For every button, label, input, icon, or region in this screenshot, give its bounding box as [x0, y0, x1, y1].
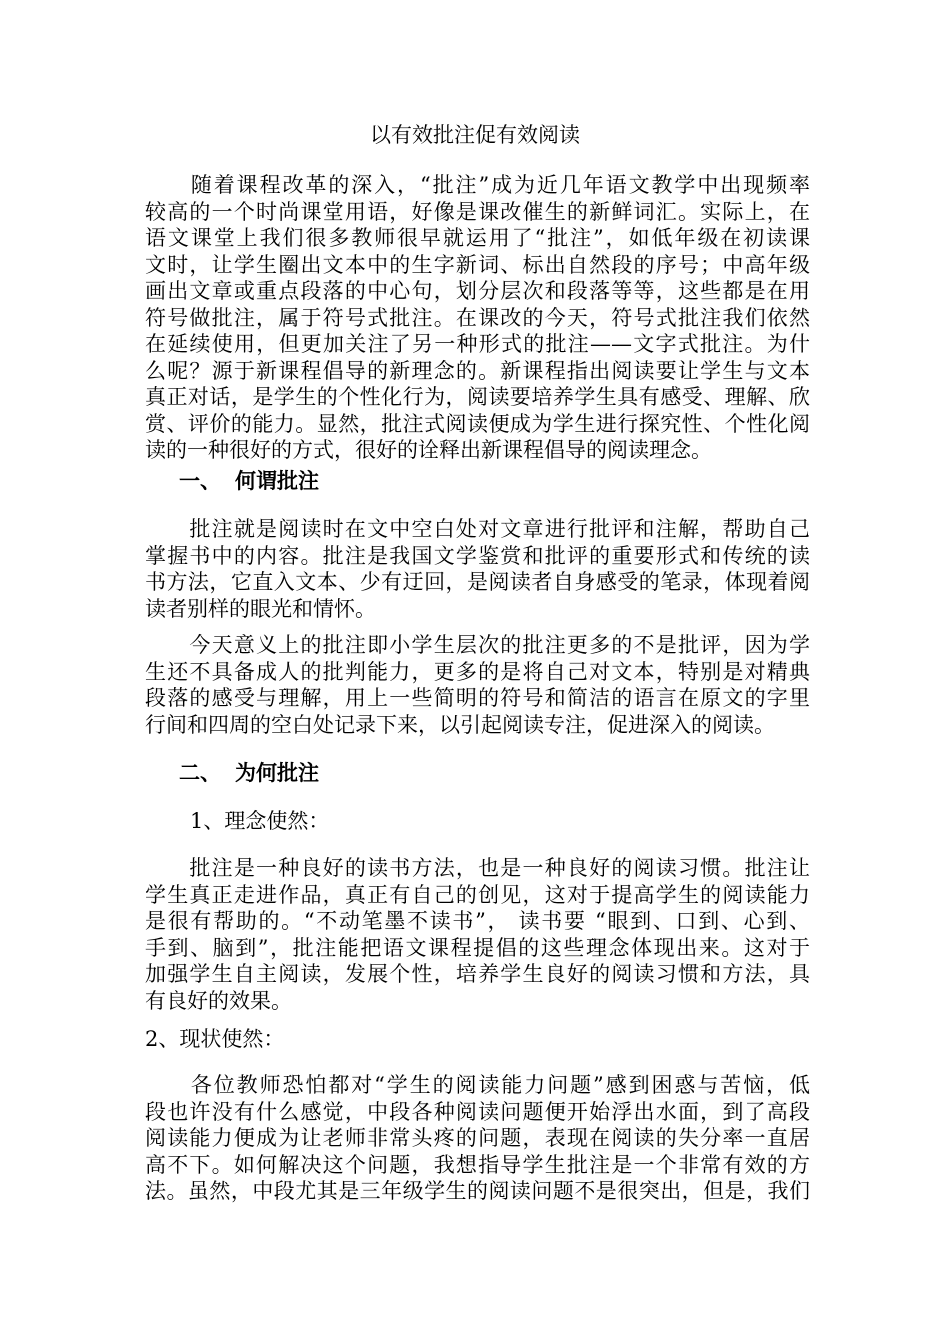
paragraph-line: 符号做批注，属于符号式批注。在课改的今天，符号式批注我们依然	[145, 305, 810, 330]
paragraph-line: 较高的一个时尚课堂用语，好像是课改催生的新鲜词汇。实际上，在	[145, 199, 810, 224]
paragraph-line: 书方法，它直入文本、少有迂回，是阅读者自身感受的笔录，体现着阅	[145, 570, 810, 594]
paragraph-line: 阅读能力便成为让老师非常头疼的问题，表现在阅读的失分率一直居	[145, 1126, 810, 1150]
paragraph-line: 段落的感受与理解，用上一些简明的符号和简洁的语言在原文的字里	[145, 686, 810, 710]
section-number: 二、	[179, 760, 221, 785]
paragraph-line: 加强学生自主阅读，发展个性，培养学生良好的阅读习惯和方法，具	[145, 962, 810, 986]
paragraph-line: 真正对话，是学生的个性化行为，阅读要培养学生具有感受、理解、欣	[145, 385, 810, 409]
paragraph-line: 语文课堂上我们很多教师很早就运用了“批注”，如低年级在初读课	[145, 226, 810, 250]
paragraph-line: 读者别样的眼光和情怀。	[145, 596, 376, 621]
paragraph-line: 么呢？源于新课程倡导的新理念的。新课程指出阅读要让学生与文本	[145, 358, 810, 383]
paragraph-intro	[145, 172, 810, 464]
paragraph-line: 生还不具备成人的批判能力，更多的是将自己对文本，特别是对精典	[145, 659, 810, 684]
paragraph-2a	[145, 855, 810, 1014]
paragraph-line: 文时，让学生圈出文本中的生字新词、标出自然段的序号；中高年级	[145, 252, 810, 277]
section-title: 何谓批注	[235, 468, 319, 493]
paragraph-1b	[145, 632, 810, 738]
paragraph-1a	[145, 516, 810, 622]
section-number: 一、	[179, 468, 221, 493]
paragraph-line: 段也许没有什么感觉，中段各种阅读问题便开始浮出水面，到了高段	[145, 1099, 810, 1124]
paragraph-line: 在延续使用，但更加关注了另一种形式的批注——文字式批注。为什	[145, 332, 810, 356]
paragraph-line: 学生真正走进作品，真正有自己的创见，这对于提高学生的阅读能力	[145, 882, 810, 907]
paragraph-2b	[145, 1072, 810, 1205]
paragraph-line: 法。虽然，中段尤其是三年级学生的阅读问题不是很突出，但是，我们	[145, 1179, 810, 1203]
paragraph-line: 行间和四周的空白处记录下来，以引起阅读专注，促进深入的阅读。	[145, 712, 775, 737]
paragraph-line: 手到、脑到”，批注能把语文课程提倡的这些理念体现出来。这对于	[145, 935, 810, 960]
section-heading-2	[179, 760, 319, 786]
paragraph-line: 批注就是阅读时在文中空白处对文章进行批评和注解，帮助自己	[145, 517, 810, 541]
subheading-2: 2、现状使然：	[145, 1027, 285, 1051]
paragraph-line: 今天意义上的批注即小学生层次的批注更多的不是批评，因为学	[145, 633, 810, 657]
paragraph-line: 掌握书中的内容。批注是我国文学鉴赏和批评的重要形式和传统的读	[145, 543, 810, 568]
section-title: 为何批注	[235, 760, 319, 785]
paragraph-line: 各位教师恐怕都对“学生的阅读能力问题”感到困惑与苦恼，低	[145, 1073, 810, 1097]
paragraph-line: 批注是一种良好的读书方法，也是一种良好的阅读习惯。批注让	[145, 856, 810, 880]
subheading-1: 1、理念使然：	[190, 809, 330, 833]
paragraph-line: 是很有帮助的。“不动笔墨不读书”， 读书要 “眼到、口到、心到、	[145, 909, 810, 933]
section-heading-1	[179, 468, 319, 494]
paragraph-line: 赏、评价的能力。显然，批注式阅读便成为学生进行探究性、个性化阅	[145, 411, 810, 436]
paragraph-line: 有良好的效果。	[145, 988, 292, 1013]
document-title: 以有效批注促有效阅读	[370, 123, 580, 147]
paragraph-line: 随着课程改革的深入，“批注”成为近几年语文教学中出现频率	[145, 173, 810, 197]
paragraph-line: 读的一种很好的方式，很好的诠释出新课程倡导的阅读理念。	[145, 438, 712, 462]
paragraph-line: 画出文章或重点段落的中心句，划分层次和段落等等，这些都是在用	[145, 279, 810, 303]
paragraph-line: 高不下。如何解决这个问题，我想指导学生批注是一个非常有效的方	[145, 1152, 810, 1177]
